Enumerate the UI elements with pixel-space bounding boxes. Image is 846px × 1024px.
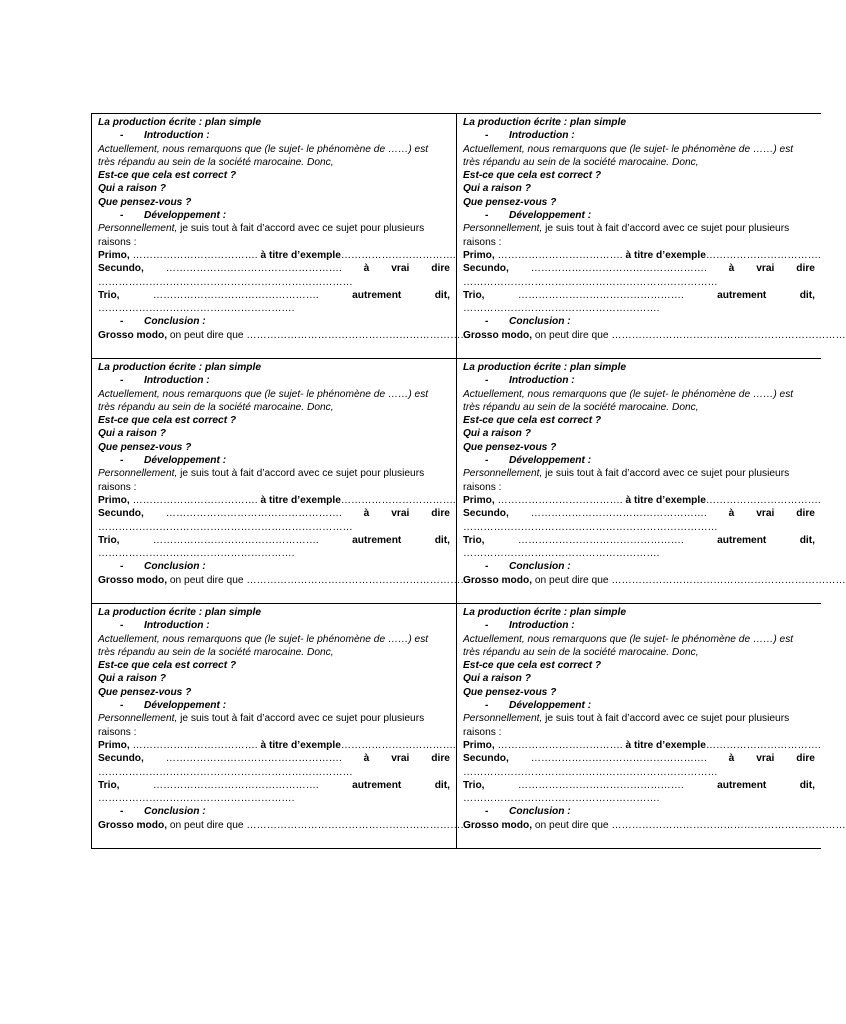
dev-text: Personnellement, je suis tout à fait d’accord avec ce sujet pour plusieurs	[98, 713, 425, 725]
intro-heading: - Introduction :	[120, 375, 210, 387]
card-cell	[457, 114, 846, 359]
dev-raisons: raisons :	[98, 726, 137, 738]
question-3: Que pensez-vous ?	[463, 196, 557, 208]
dev-heading: - Développement :	[485, 455, 592, 467]
card-title: La production écrite : plan simple	[463, 362, 627, 373]
trio-dots: ………………………………………………….	[463, 793, 660, 805]
concl-text: Grosso modo, on peut dire que ……………………………………………………………	[463, 819, 846, 831]
trio-dots: ………………………………………………….	[463, 303, 660, 315]
intro-heading: - Introduction :	[120, 620, 210, 632]
secundo-line: Secundo, ……………………………………………. à vrai dire	[463, 508, 815, 520]
question-2: Qui a raison ?	[98, 673, 166, 685]
dev-text: Personnellement, je suis tout à fait d’accord avec ce sujet pour plusieurs	[98, 468, 425, 480]
dev-raisons: raisons :	[98, 481, 137, 493]
secundo-dots: …………………………………………………………………	[463, 766, 718, 778]
dev-text: Personnellement, je suis tout à fait d’accord avec ce sujet pour plusieurs	[463, 713, 790, 725]
intro-heading: - Introduction :	[120, 130, 210, 142]
question-3: Que pensez-vous ?	[98, 686, 192, 698]
concl-heading: - Conclusion :	[120, 561, 206, 573]
card-title: La production écrite : plan simple	[98, 362, 262, 373]
secundo-line: Secundo, ……………………………………………. à vrai dire	[463, 263, 815, 275]
dev-text: Personnellement, je suis tout à fait d’accord avec ce sujet pour plusieurs	[463, 468, 790, 480]
dev-heading: - Développement :	[120, 455, 227, 467]
primo-line: Primo, ………………………………. à titre d’exemple…………………………….	[463, 249, 821, 261]
trio-dots: ………………………………………………….	[98, 303, 295, 315]
intro-text-line1: Actuellement, nous remarquons que (le sujet- le phénomène de ……) est	[463, 388, 794, 400]
intro-text-line1: Actuellement, nous remarquons que (le sujet- le phénomène de ……) est	[463, 633, 794, 645]
intro-heading: - Introduction :	[485, 130, 575, 142]
secundo-line: Secundo, ……………………………………………. à vrai dire	[98, 508, 450, 520]
question-3: Que pensez-vous ?	[463, 686, 557, 698]
secundo-dots: …………………………………………………………………	[463, 521, 718, 533]
secundo-dots: …………………………………………………………………	[98, 766, 353, 778]
question-2: Qui a raison ?	[463, 183, 531, 195]
dev-heading: - Développement :	[485, 210, 592, 222]
concl-heading: - Conclusion :	[485, 561, 571, 573]
trio-line: Trio, …………………………………………. autrement dit,	[98, 289, 450, 301]
intro-text-line2: très répandu au sein de la société marocaine. Donc,	[98, 646, 334, 658]
question-2: Qui a raison ?	[463, 428, 531, 440]
secundo-line: Secundo, ……………………………………………. à vrai dire	[98, 753, 450, 765]
question-2: Qui a raison ?	[463, 673, 531, 685]
card-title: La production écrite : plan simple	[98, 607, 262, 618]
card-title: La production écrite : plan simple	[463, 607, 627, 618]
secundo-dots: …………………………………………………………………	[98, 276, 353, 288]
dev-heading: - Développement :	[120, 700, 227, 712]
cards-row	[92, 604, 822, 849]
trio-line: Trio, …………………………………………. autrement dit,	[463, 779, 815, 791]
intro-text-line2: très répandu au sein de la société marocaine. Donc,	[98, 156, 334, 168]
cards-row	[92, 359, 822, 604]
concl-text: Grosso modo, on peut dire que ……………………………………………………………	[463, 329, 846, 341]
question-3: Que pensez-vous ?	[463, 441, 557, 453]
dev-text: Personnellement, je suis tout à fait d’accord avec ce sujet pour plusieurs	[463, 223, 790, 235]
cards-table	[91, 113, 846, 849]
concl-heading: - Conclusion :	[485, 806, 571, 818]
card-title: La production écrite : plan simple	[463, 117, 627, 128]
dev-heading: - Développement :	[120, 210, 227, 222]
intro-text-line2: très répandu au sein de la société marocaine. Donc,	[463, 646, 699, 658]
card	[92, 114, 481, 342]
card	[457, 604, 846, 832]
question-1: Est-ce que cela est correct ?	[98, 415, 237, 427]
concl-text: Grosso modo, on peut dire que ……………………………………………………………	[98, 329, 481, 341]
trio-dots: ………………………………………………….	[463, 548, 660, 560]
intro-text-line2: très répandu au sein de la société marocaine. Donc,	[463, 156, 699, 168]
question-1: Est-ce que cela est correct ?	[98, 170, 237, 182]
secundo-line: Secundo, ……………………………………………. à vrai dire	[463, 753, 815, 765]
card-cell	[457, 604, 846, 849]
intro-text-line2: très répandu au sein de la société marocaine. Donc,	[463, 401, 699, 413]
card-cell	[92, 114, 481, 359]
dev-raisons: raisons :	[463, 481, 502, 493]
card	[457, 359, 846, 587]
intro-text-line1: Actuellement, nous remarquons que (le sujet- le phénomène de ……) est	[463, 143, 794, 155]
trio-dots: ………………………………………………….	[98, 793, 295, 805]
concl-heading: - Conclusion :	[120, 806, 206, 818]
intro-heading: - Introduction :	[485, 620, 575, 632]
primo-line: Primo, ………………………………. à titre d’exemple…………………………….	[98, 249, 456, 261]
question-1: Est-ce que cela est correct ?	[463, 660, 602, 672]
secundo-dots: …………………………………………………………………	[98, 521, 353, 533]
concl-text: Grosso modo, on peut dire que ……………………………………………………………	[98, 574, 481, 586]
question-3: Que pensez-vous ?	[98, 196, 192, 208]
primo-line: Primo, ………………………………. à titre d’exemple…………………………….	[98, 494, 456, 506]
trio-line: Trio, …………………………………………. autrement dit,	[463, 289, 815, 301]
secundo-dots: …………………………………………………………………	[463, 276, 718, 288]
question-1: Est-ce que cela est correct ?	[463, 170, 602, 182]
concl-text: Grosso modo, on peut dire que ……………………………………………………………	[98, 819, 481, 831]
question-1: Est-ce que cela est correct ?	[463, 415, 602, 427]
card-title: La production écrite : plan simple	[98, 117, 262, 128]
card-cell	[92, 604, 481, 849]
question-2: Qui a raison ?	[98, 428, 166, 440]
question-3: Que pensez-vous ?	[98, 441, 192, 453]
secundo-line: Secundo, ……………………………………………. à vrai dire	[98, 263, 450, 275]
intro-text-line1: Actuellement, nous remarquons que (le sujet- le phénomène de ……) est	[98, 633, 429, 645]
dev-raisons: raisons :	[463, 726, 502, 738]
cards-row	[92, 114, 822, 359]
intro-text-line1: Actuellement, nous remarquons que (le sujet- le phénomène de ……) est	[98, 388, 429, 400]
dev-raisons: raisons :	[463, 236, 502, 248]
trio-dots: ………………………………………………….	[98, 548, 295, 560]
trio-line: Trio, …………………………………………. autrement dit,	[463, 534, 815, 546]
card	[92, 359, 481, 587]
concl-heading: - Conclusion :	[120, 316, 206, 328]
card-cell	[457, 359, 846, 604]
trio-line: Trio, …………………………………………. autrement dit,	[98, 779, 450, 791]
concl-heading: - Conclusion :	[485, 316, 571, 328]
question-1: Est-ce que cela est correct ?	[98, 660, 237, 672]
intro-heading: - Introduction :	[485, 375, 575, 387]
card	[92, 604, 481, 832]
primo-line: Primo, ………………………………. à titre d’exemple…………………………….	[463, 494, 821, 506]
dev-heading: - Développement :	[485, 700, 592, 712]
card-cell	[92, 359, 481, 604]
intro-text-line1: Actuellement, nous remarquons que (le sujet- le phénomène de ……) est	[98, 143, 429, 155]
question-2: Qui a raison ?	[98, 183, 166, 195]
primo-line: Primo, ………………………………. à titre d’exemple…………………………….	[463, 739, 821, 751]
dev-text: Personnellement, je suis tout à fait d’accord avec ce sujet pour plusieurs	[98, 223, 425, 235]
dev-raisons: raisons :	[98, 236, 137, 248]
primo-line: Primo, ………………………………. à titre d’exemple…………………………….	[98, 739, 456, 751]
trio-line: Trio, …………………………………………. autrement dit,	[98, 534, 450, 546]
card	[457, 114, 846, 342]
concl-text: Grosso modo, on peut dire que ……………………………………………………………	[463, 574, 846, 586]
intro-text-line2: très répandu au sein de la société marocaine. Donc,	[98, 401, 334, 413]
